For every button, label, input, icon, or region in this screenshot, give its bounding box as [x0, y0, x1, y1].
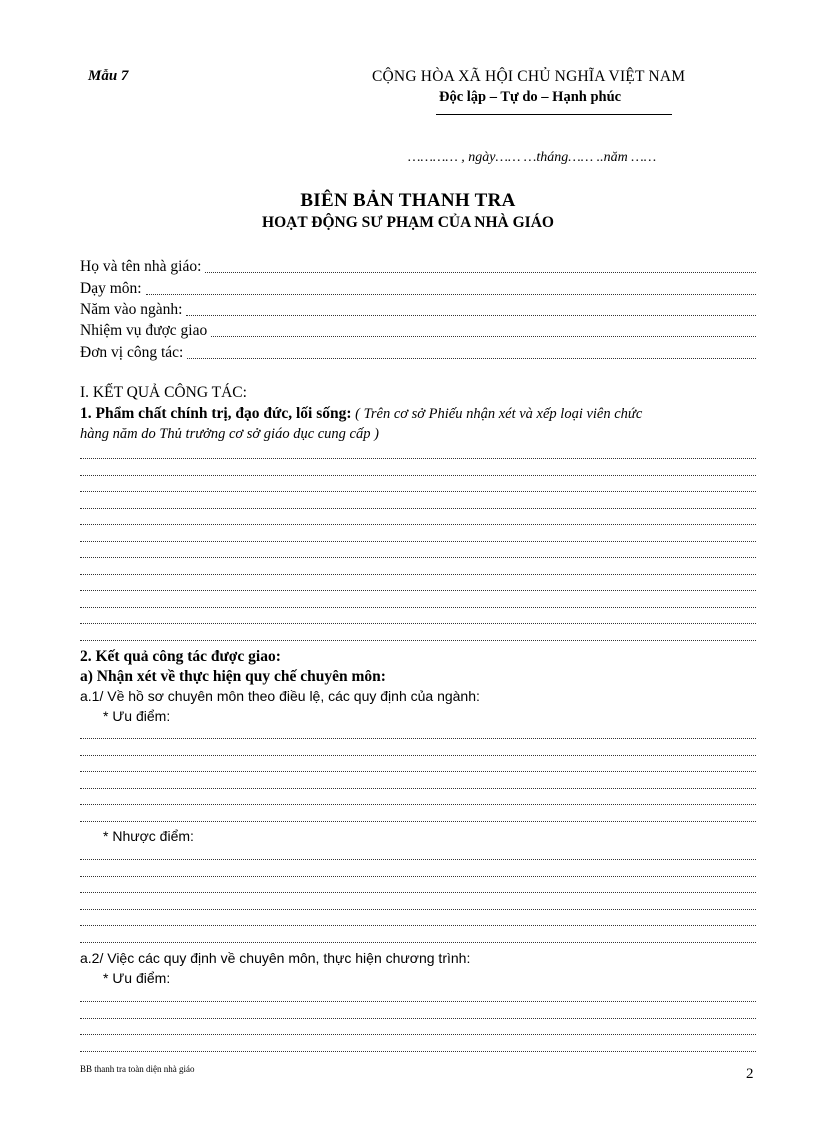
answer-line[interactable]	[80, 741, 756, 756]
answer-line[interactable]	[80, 878, 756, 893]
answer-line[interactable]	[80, 626, 756, 641]
section-1-heading: I. KẾT QUẢ CÔNG TÁC:	[80, 384, 247, 401]
answer-line[interactable]	[80, 807, 756, 822]
subject-blank[interactable]	[146, 282, 756, 295]
answer-line[interactable]	[80, 757, 756, 772]
motto-underline	[436, 114, 672, 115]
assigned-duty-blank[interactable]	[211, 324, 756, 337]
motto: Độc lập – Tự do – Hạnh phúc	[439, 89, 622, 105]
assigned-duty-label: Nhiệm vụ được giao	[80, 322, 208, 339]
item-a1-heading: a.1/ Về hồ sơ chuyên môn theo điều lệ, các quy định của ngành:	[80, 688, 480, 704]
answer-line[interactable]	[80, 845, 756, 860]
work-unit-field[interactable]	[80, 344, 756, 361]
answer-line[interactable]	[80, 862, 756, 877]
subject-label: Dạy môn:	[80, 280, 142, 297]
a1-pros-label: * Ưu điểm:	[103, 708, 171, 724]
start-year-label: Năm vào ngành:	[80, 301, 183, 318]
item-a2-heading: a.2/ Việc các quy định về chuyên môn, thực hiện chương trình:	[80, 950, 471, 966]
item-1-line	[80, 405, 642, 423]
answer-line[interactable]	[80, 609, 756, 624]
footer-document-name: BB thanh tra toàn diện nhà giáo	[80, 1064, 195, 1074]
work-unit-label: Đơn vị công tác:	[80, 344, 184, 361]
answer-line[interactable]	[80, 774, 756, 789]
document-title: BIÊN BẢN THANH TRA	[300, 190, 516, 211]
start-year-field[interactable]	[80, 301, 756, 318]
answer-line[interactable]	[80, 1037, 756, 1052]
answer-line[interactable]	[80, 494, 756, 509]
answer-line[interactable]	[80, 510, 756, 525]
document-subtitle: HOẠT ĐỘNG SƯ PHẠM CỦA NHÀ GIÁO	[262, 214, 554, 231]
answer-line[interactable]	[80, 895, 756, 910]
answer-line[interactable]	[80, 543, 756, 558]
page-number: 2	[746, 1066, 754, 1082]
a2-pros-label: * Ưu điểm:	[103, 970, 171, 986]
assigned-duty-field[interactable]	[80, 322, 756, 339]
answer-line[interactable]	[80, 1004, 756, 1019]
answer-line[interactable]	[80, 461, 756, 476]
answer-line[interactable]	[80, 928, 756, 943]
answer-line[interactable]	[80, 987, 756, 1002]
answer-line[interactable]	[80, 593, 756, 608]
subsection-a-heading: a) Nhận xét về thực hiện quy chế chuyên môn:	[80, 668, 386, 685]
teacher-name-field[interactable]	[80, 258, 756, 275]
answer-line[interactable]	[80, 724, 756, 739]
answer-line[interactable]	[80, 477, 756, 492]
teacher-name-label: Họ và tên nhà giáo:	[80, 258, 202, 275]
start-year-blank[interactable]	[186, 303, 756, 316]
section-2-heading: 2. Kết quả công tác được giao:	[80, 648, 281, 665]
form-number: Mẫu 7	[88, 68, 129, 84]
item-1-label: 1. Phẩm chất chính trị, đạo đức, lối sống:	[80, 405, 352, 422]
answer-line[interactable]	[80, 1020, 756, 1035]
subject-field[interactable]	[80, 280, 756, 297]
answer-line[interactable]	[80, 527, 756, 542]
item-1-note-b: hàng năm do Thủ trưởng cơ sở giáo dục cung cấp )	[80, 426, 379, 442]
answer-line[interactable]	[80, 560, 756, 575]
country-name: CỘNG HÒA XÃ HỘI CHỦ NGHĨA VIỆT NAM	[372, 68, 686, 85]
answer-line[interactable]	[80, 790, 756, 805]
work-unit-blank[interactable]	[187, 346, 756, 359]
teacher-name-blank[interactable]	[205, 260, 756, 273]
date-line: ………… , ngày…… …tháng…… ..năm ……	[408, 150, 657, 165]
item-1-note-a: ( Trên cơ sở Phiếu nhận xét và xếp loại viên chức	[351, 406, 643, 422]
answer-line[interactable]	[80, 911, 756, 926]
answer-line[interactable]	[80, 576, 756, 591]
answer-line[interactable]	[80, 444, 756, 459]
a1-cons-label: * Nhược điểm:	[103, 828, 194, 844]
